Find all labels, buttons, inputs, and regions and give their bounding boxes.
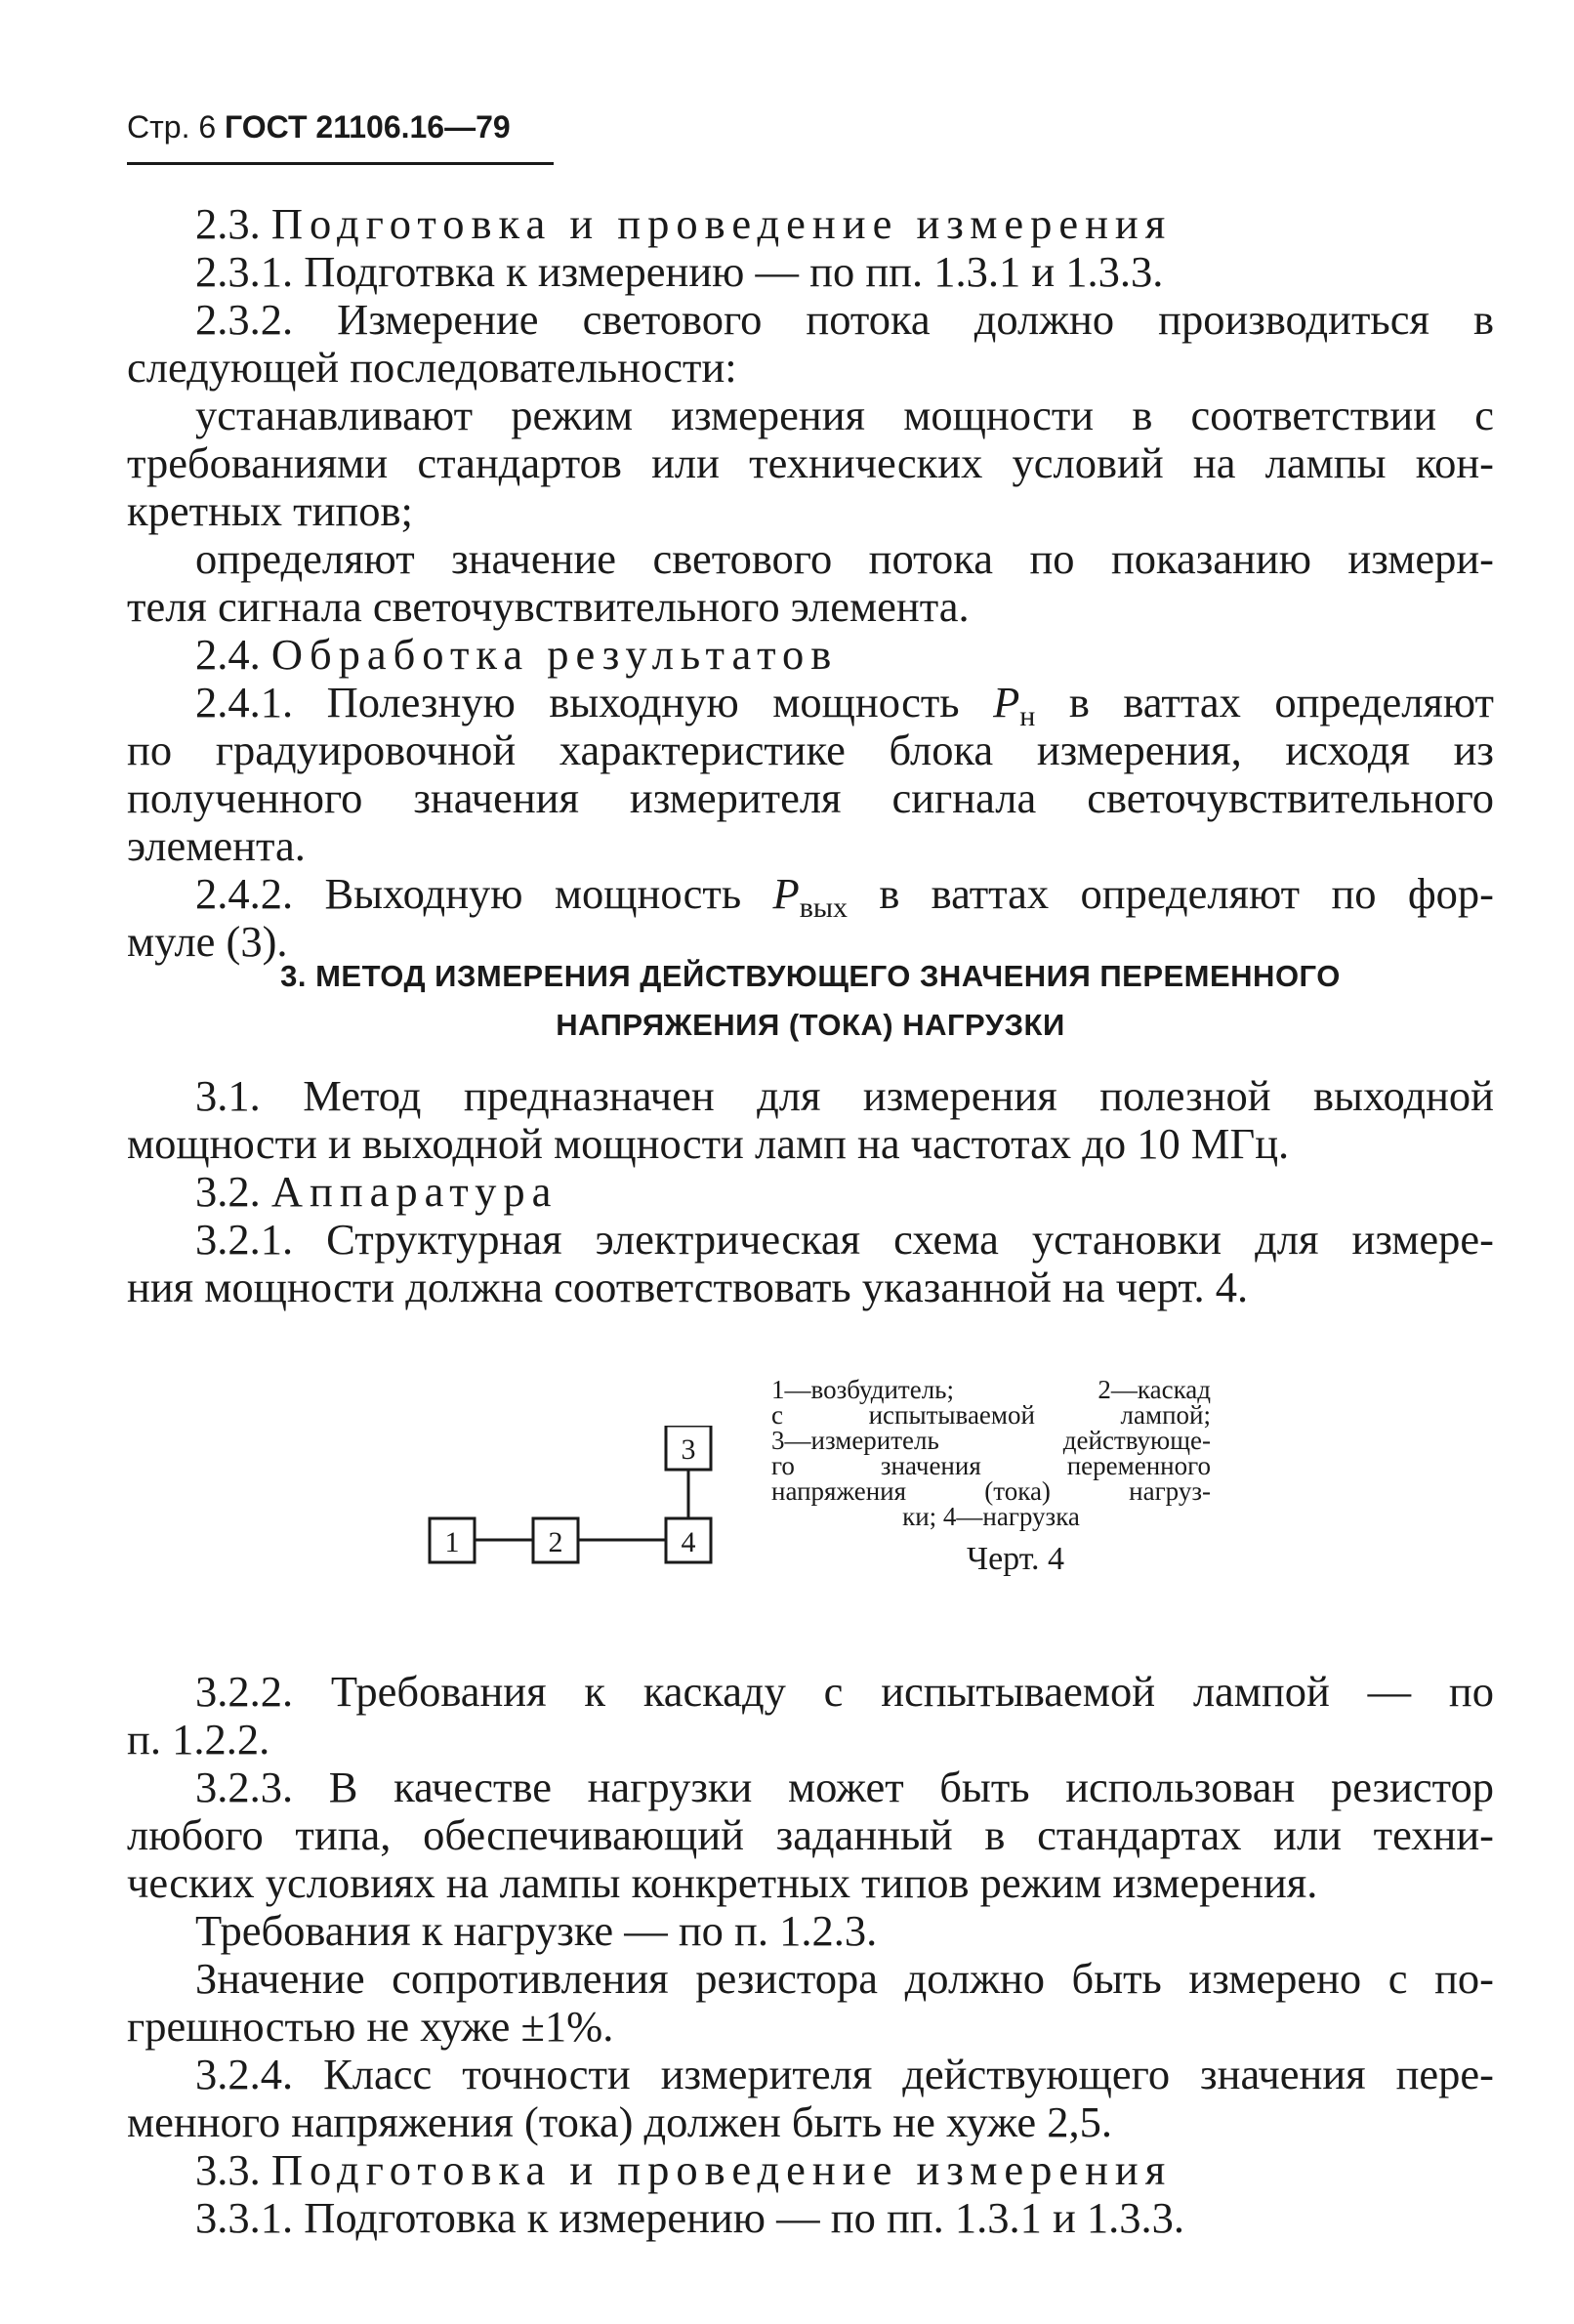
para-3-2-2-line: 3.2.2. Требования к каскаду с испытываемой лампой — по (195, 1667, 1494, 1716)
standard-number: ГОСТ 21106.16—79 (225, 109, 511, 145)
para-3-2-1-line: 3.2.1. Структурная электрическая схема установки для измере- (195, 1215, 1494, 1264)
legend-line: напряжения (тока) нагруз- (771, 1476, 1211, 1506)
symbol-subscript: вых (799, 892, 849, 924)
para-3-1-line: 3.1. Метод предназначен для измерения полезной выходной (195, 1071, 1494, 1120)
heading-number: 3.2. (195, 1167, 261, 1216)
heading-text: Подготовка и проведение измерения (270, 2145, 1173, 2194)
heading-3-2 (127, 1168, 1494, 1216)
para-3-2-4-line: менного напряжения (тока) должен быть не хуже 2,5. (127, 2097, 1112, 2146)
list-item-1-line: требованиями стандартов или технических условий на лампы кон- (127, 438, 1494, 487)
section-3b-block (127, 1668, 1494, 2242)
para-2-4-2-line: муле (3). (127, 917, 288, 966)
para-2-3-2-line: 2.3.2. Измерение светового потока должно производиться в (195, 295, 1494, 344)
output-power-symbol (772, 869, 849, 924)
page-header (127, 109, 511, 145)
legend-line: 3—измеритель действующе- (771, 1426, 1211, 1455)
para-2-4-1-line: элемента. (127, 821, 306, 870)
title-line: 3. МЕТОД ИЗМЕРЕНИЯ ДЕЙСТВУЮЩЕГО ЗНАЧЕНИЯ ПЕРЕМЕННОГО (280, 959, 1341, 993)
para-2-4-2-line (127, 869, 1494, 924)
para-3-2-2-line: п. 1.2.2. (127, 1715, 270, 1764)
symbol-p: P (772, 869, 800, 918)
para-2-4-1-line: по градуировочной характеристике блока измерения, исходя из (127, 726, 1494, 774)
para-2-4-1-line (127, 678, 1495, 732)
section-3-block (127, 1072, 1494, 1311)
text-run: в ваттах определяют по фор- (879, 869, 1494, 918)
heading-number: 2.3. (195, 199, 261, 248)
text-run: 2.4.1. Полезную выходную мощность (195, 678, 960, 726)
legend-line: го значения переменного (771, 1451, 1211, 1480)
para-2-3-1: 2.3.1. Подготвка к измерению — по пп. 1.3.1 и 1.3.3. (195, 247, 1164, 296)
list-item-1-line: кретных типов; (127, 486, 413, 535)
power-symbol (993, 678, 1036, 732)
section-2-block (127, 200, 1494, 966)
para-2-3-2-line: следующей последовательности: (127, 343, 737, 392)
legend-line: ки; 4—нагрузка (902, 1502, 1080, 1531)
heading-text: Подготовка и проведение измерения (270, 199, 1173, 248)
figure-caption: Черт. 4 (966, 1541, 1065, 1577)
heading-text: Обработка результатов (270, 630, 839, 679)
legend-line: 1—возбудитель; 2—каскад (771, 1375, 1211, 1404)
para-3-2-3-line: ческих условиях на лампы конкретных типов режим измерения. (127, 1858, 1318, 1907)
para-3-1-line: мощности и выходной мощности ламп на частотах до 10 МГц. (127, 1119, 1290, 1168)
box-2-label: 2 (548, 1526, 563, 1558)
header-rule (127, 162, 554, 165)
para-3-2-3-line: любого типа, обеспечивающий заданный в стандартах или техни- (127, 1810, 1494, 1859)
heading-2-4 (127, 631, 1494, 679)
box-3-label: 3 (681, 1433, 696, 1466)
title-line: НАПРЯЖЕНИЯ (ТОКА) НАГРУЗКИ (556, 1008, 1065, 1042)
text-run: 2.4.2. Выходную мощность (195, 869, 742, 918)
text-run: в ваттах определяют (1068, 678, 1495, 726)
heading-number: 2.4. (195, 630, 261, 679)
para-resistance-line: Значение сопротивления резистора должно быть измерено с по- (195, 1954, 1494, 2003)
symbol-subscript: н (1019, 700, 1036, 732)
para-2-4-1-line: полученного значения измерителя сигнала светочувствительного (127, 773, 1494, 822)
para-3-2-1-line: ния мощности должна соответствовать указанной на черт. 4. (127, 1263, 1249, 1311)
heading-2-3 (127, 200, 1494, 248)
section-3-title (127, 952, 1494, 1050)
figure-legend (771, 1377, 1211, 1529)
box-4-label: 4 (681, 1526, 696, 1558)
para-load-requirements: Требования к нагрузке — по п. 1.2.3. (195, 1906, 878, 1955)
symbol-p: P (993, 678, 1020, 726)
para-resistance-line: грешностью не хуже ±1%. (127, 2002, 614, 2051)
list-item-1-line: устанавливают режим измерения мощности в соответствии с (195, 391, 1494, 439)
legend-line: с испытываемой лампой; (771, 1400, 1211, 1430)
page-label: Стр. 6 (127, 109, 217, 145)
heading-text: Аппаратура (270, 1167, 559, 1216)
heading-3-3 (127, 2146, 1494, 2194)
para-3-2-3-line: 3.2.3. В качестве нагрузки может быть использован резистор (195, 1763, 1494, 1811)
heading-number: 3.3. (195, 2145, 261, 2194)
list-item-2-line: определяют значение светового потока по показанию измери- (195, 534, 1494, 583)
block-diagram (420, 1426, 742, 1572)
list-item-2-line: теля сигнала светочувствительного элемента. (127, 582, 970, 631)
para-3-2-4-line: 3.2.4. Класс точности измерителя действующего значения пере- (195, 2050, 1494, 2098)
para-3-3-1: 3.3.1. Подготовка к измерению — по пп. 1.3.1 и 1.3.3. (195, 2193, 1185, 2242)
box-1-label: 1 (444, 1526, 460, 1558)
